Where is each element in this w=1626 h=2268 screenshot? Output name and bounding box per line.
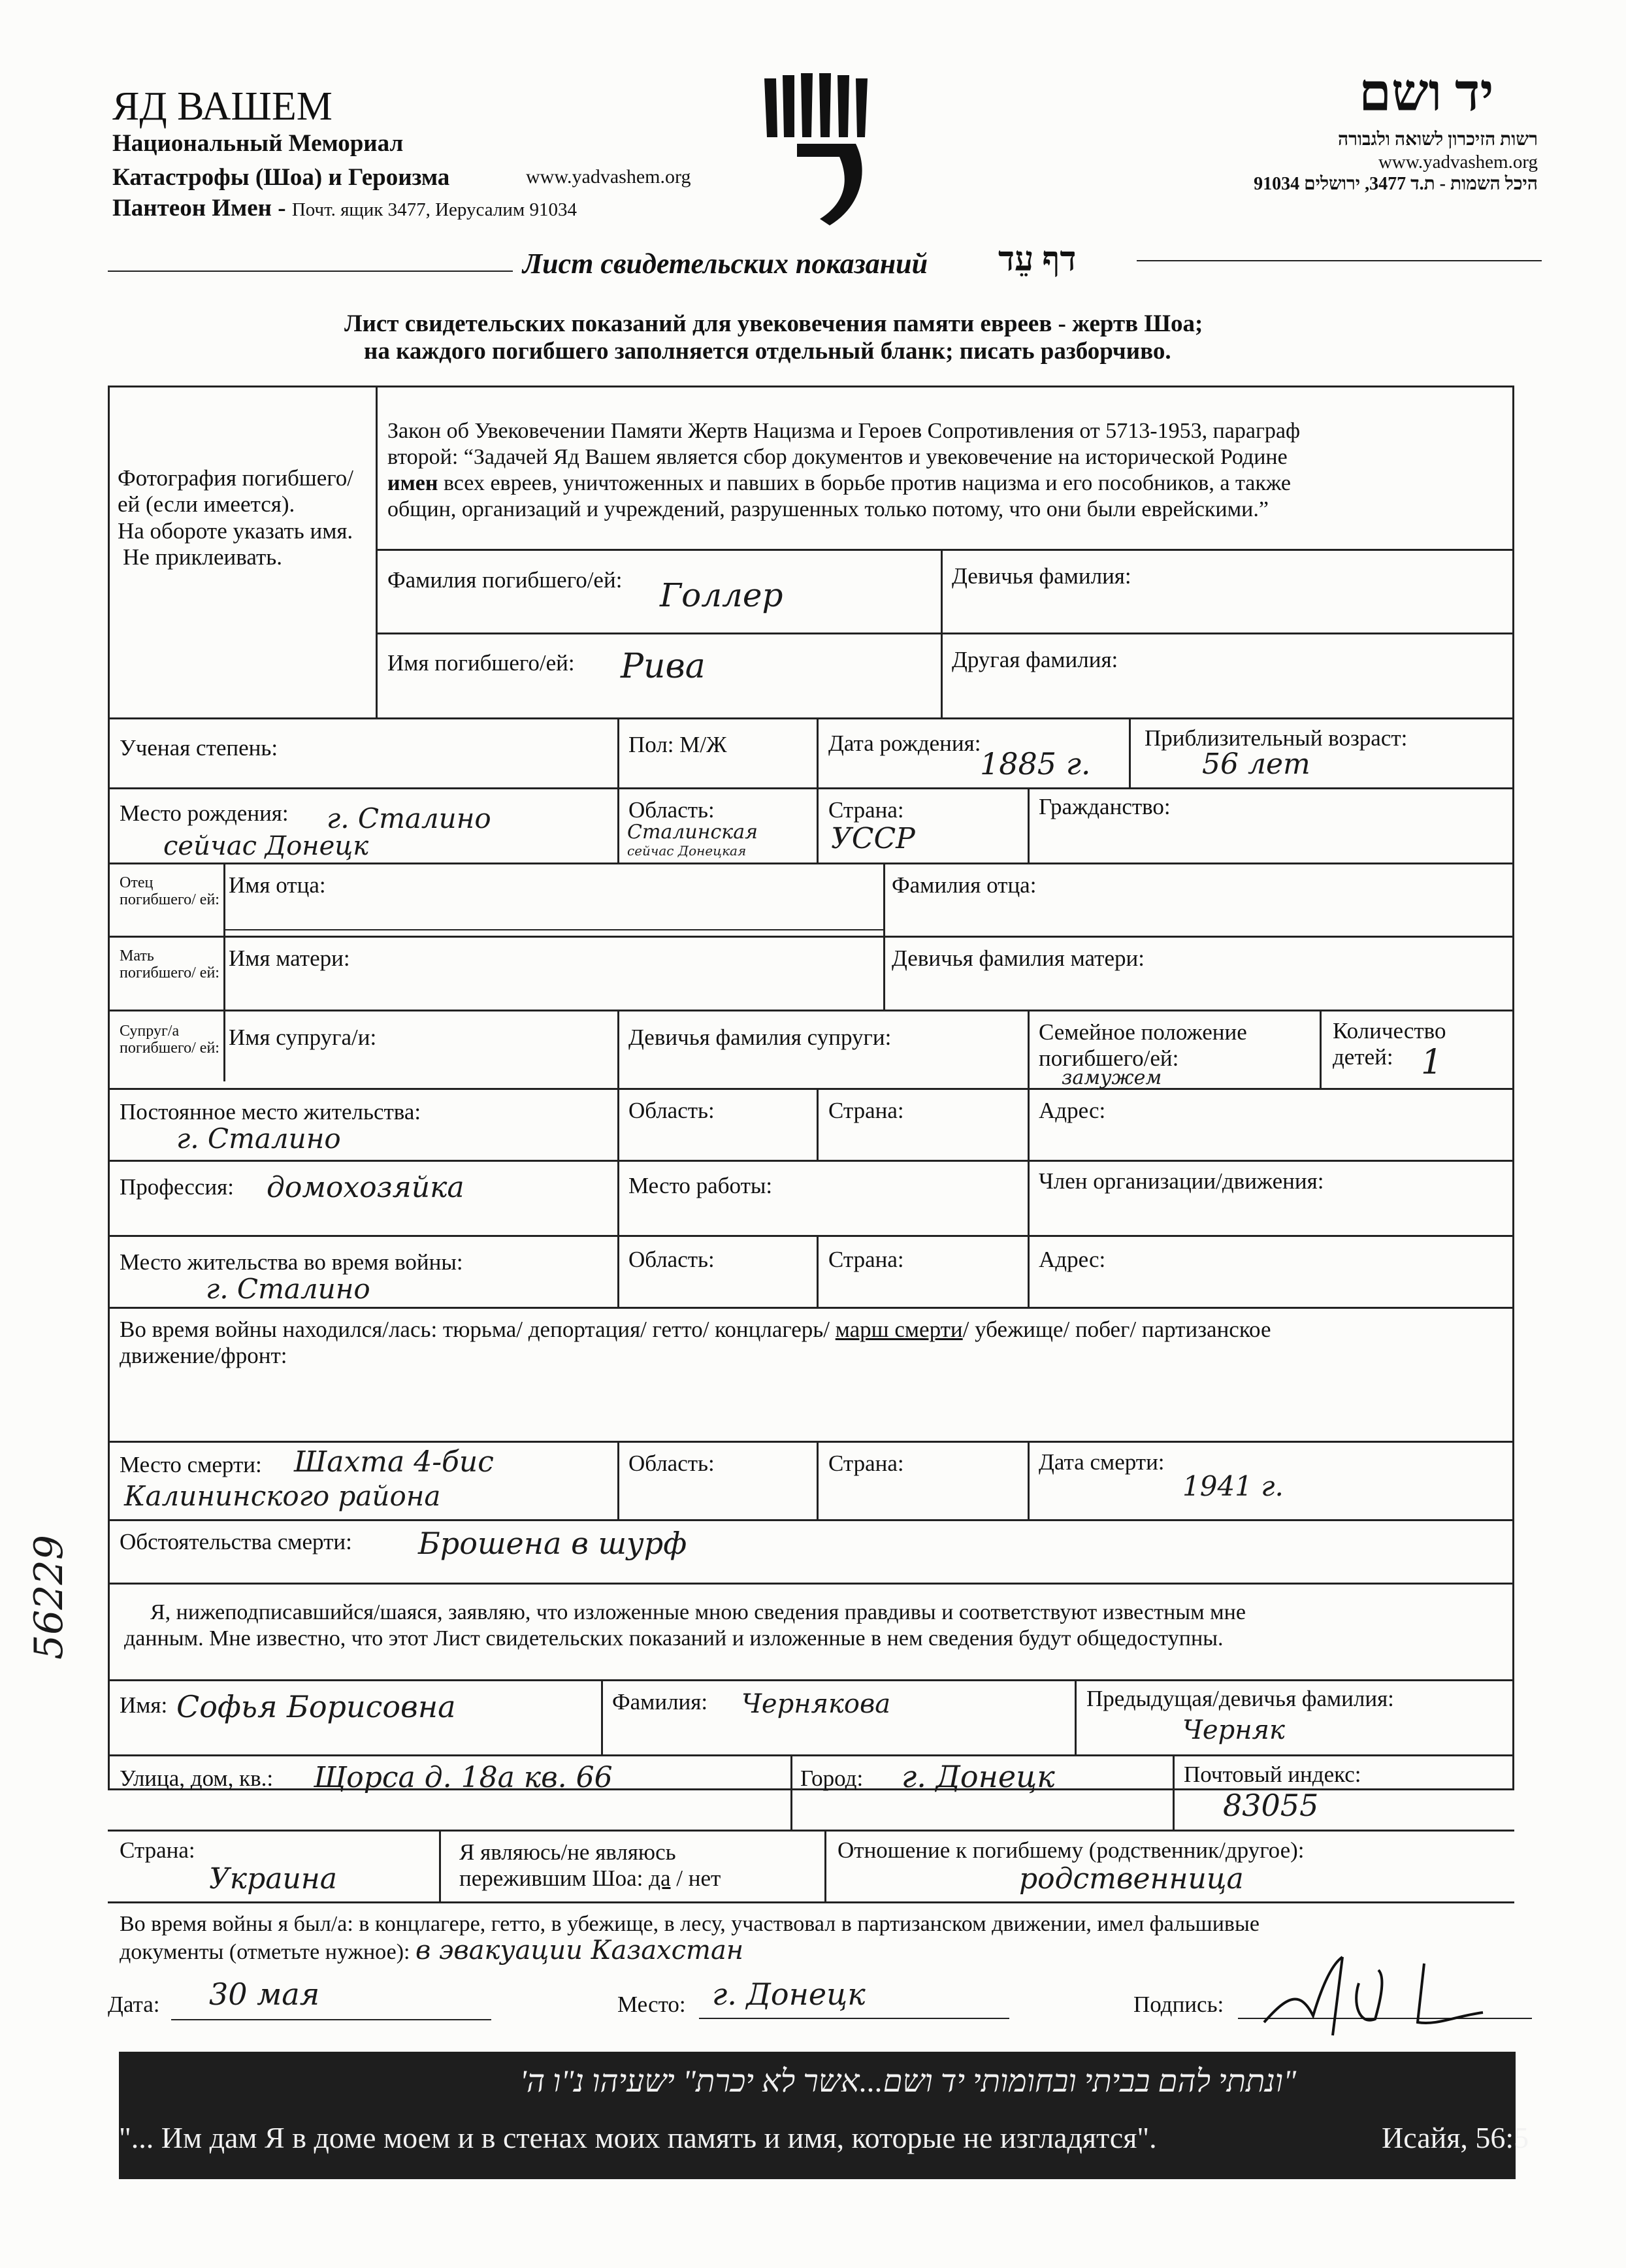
victim-first-name-label: Имя погибшего/ей: xyxy=(387,650,575,676)
photo-text-1: Фотография погибшего/ей (если имеется). xyxy=(118,465,353,518)
footer-ref: Исайя, 56:5 xyxy=(1382,2121,1529,2154)
marital-value[interactable]: замужем xyxy=(1062,1066,1162,1089)
logo-flame-4 xyxy=(819,73,831,137)
law-line-3-rest: всех евреев, уничтоженных и павших в борьбе против нацизма и его пособников, а также xyxy=(438,471,1291,495)
zip-value[interactable]: 83055 xyxy=(1223,1788,1319,1823)
logo-flame-2 xyxy=(783,75,794,137)
workplace-label: Место работы: xyxy=(628,1173,773,1198)
submitter-name[interactable]: Софья Борисовна xyxy=(176,1689,456,1724)
logo-flame-3 xyxy=(801,73,813,137)
victim-other-surname-label: Другая фамилия: xyxy=(952,647,1118,672)
children-label: Количество детей: xyxy=(1333,1018,1446,1070)
war-status-post: / убежище/ побег/ партизанское xyxy=(962,1317,1271,1342)
place-label: Место: xyxy=(617,1992,686,2017)
death-place-label: Место смерти: xyxy=(120,1452,262,1477)
spouse-tag: Супруг/а погибшего/ ей: xyxy=(120,1023,220,1057)
logo-flame-6 xyxy=(856,78,868,137)
residence-value[interactable]: г. Сталино xyxy=(176,1123,341,1155)
place-value[interactable]: г. Донецк xyxy=(712,1977,866,2012)
law-line-3 xyxy=(387,470,1504,497)
survivor-yes[interactable]: да xyxy=(649,1865,671,1892)
logo-lamed xyxy=(797,144,862,225)
death-place-value-2[interactable]: Калининского района xyxy=(124,1480,441,1512)
declaration xyxy=(124,1600,1509,1652)
father-name-label: Имя отца: xyxy=(229,872,326,898)
law-line-1: Закон об Увековечении Памяти Жертв Нацизма и Героев Сопротивления от 5713-1953, параграф xyxy=(387,419,1301,443)
age-label: Приблизительный возраст: xyxy=(1145,725,1408,751)
birth-region-value-1[interactable]: Сталинская xyxy=(627,821,758,844)
profession-label: Профессия: xyxy=(120,1174,234,1200)
victim-first-name[interactable]: Рива xyxy=(621,647,706,686)
submitter-surname[interactable]: Чернякова xyxy=(741,1689,891,1719)
war-country-label: Страна: xyxy=(828,1247,904,1272)
org-line-2: Катастрофы (Шоа) и Героизма xyxy=(112,164,450,191)
signature-mark[interactable] xyxy=(1261,1944,1503,2042)
survivor-line-2-text: пережившим Шоа: xyxy=(459,1865,643,1892)
submitter-war-line-2-text: документы (отметьте нужное): xyxy=(120,1940,410,1964)
war-residence-label: Место жительства во время войны: xyxy=(120,1249,463,1275)
war-region-label: Область: xyxy=(628,1247,715,1272)
residence-label: Постоянное место жительства: xyxy=(120,1099,421,1125)
birth-country-value[interactable]: УССР xyxy=(831,822,915,855)
sex-label[interactable]: Пол: М/Ж xyxy=(628,732,727,757)
relation-value[interactable]: родственница xyxy=(1019,1862,1244,1896)
intro-line-2: на каждого погибшего заполняется отдельный бланк; писать разборчиво. xyxy=(364,338,1171,365)
war-status-pre: Во время войны находился/лась: тюрьма/ депортация/ гетто/ концлагерь/ xyxy=(120,1317,836,1342)
relation-label: Отношение к погибшему (родственник/другое): xyxy=(837,1837,1305,1863)
marital-label: Семейное положение погибшего/ей: xyxy=(1039,1019,1247,1072)
dob-label: Дата рождения: xyxy=(828,731,981,756)
law-line-4: общин, организаций и учреждений, разрушенных только потому, что они были еврейскими.” xyxy=(387,497,1269,521)
org-line-3 xyxy=(112,194,577,222)
signature-stroke-2 xyxy=(1333,1957,1342,2035)
form-title-ru: Лист свидетельских показаний xyxy=(523,248,928,280)
father-tag: Отец погибшего/ ей: xyxy=(120,874,220,909)
date-label: Дата: xyxy=(108,1992,160,2017)
submitter-country-label: Страна: xyxy=(120,1837,195,1863)
website-link[interactable]: www.yadvashem.org xyxy=(526,166,691,188)
war-status-line2: движение/фронт: xyxy=(120,1343,287,1369)
declaration-line-2: данным. Мне известно, что этот Лист свидетельских показаний и изложенные в нем сведения будут общедоступны. xyxy=(124,1626,1224,1651)
he-website[interactable]: www.yadvashem.org xyxy=(1378,152,1538,173)
submitter-name-label: Имя: xyxy=(120,1692,168,1718)
birthplace-label: Место рождения: xyxy=(120,800,289,826)
dob-value[interactable]: 1885 г. xyxy=(980,746,1091,781)
org-line-1: Национальный Мемориал xyxy=(112,130,404,157)
death-region-label: Область: xyxy=(628,1451,715,1476)
law-text xyxy=(387,418,1504,523)
city-label: Город: xyxy=(800,1766,864,1791)
photo-box-text xyxy=(118,465,366,570)
birth-region-value-2[interactable]: сейчас Донецкая xyxy=(627,843,747,859)
postal-address: Почт. ящик 3477, Иерусалим 91034 xyxy=(291,199,577,220)
birthplace-value-2[interactable]: сейчас Донецк xyxy=(163,831,369,861)
photo-text-3: Не приклеивать. xyxy=(123,544,282,570)
death-country-label: Страна: xyxy=(828,1451,904,1476)
yad-vashem-logo xyxy=(758,65,882,229)
war-address-label: Адрес: xyxy=(1039,1247,1106,1272)
date-value[interactable]: 30 мая xyxy=(209,1977,320,2012)
circumstances-value[interactable]: Брошена в шурф xyxy=(418,1526,687,1561)
survivor-question xyxy=(459,1839,721,1892)
footer-russian: "... Им дам Я в доме моем и в стенах моих память и имя, которые не изгладятся". xyxy=(119,2121,1157,2154)
res-address-label: Адрес: xyxy=(1039,1098,1106,1123)
footer-hebrew: "ונתתי להם בביתי ובחומותי יד ושם...אשר לא יכרת" ישעיהו נ"ו ה' xyxy=(519,2064,1297,2099)
law-line-2: второй: “Задачей Яд Вашем является сбор документов и увековечение на исторической Родине xyxy=(387,445,1288,469)
signature-stroke-4 xyxy=(1418,1964,1483,2023)
war-residence-value[interactable]: г. Сталино xyxy=(206,1273,370,1305)
submitter-surname-label: Фамилия: xyxy=(612,1689,708,1715)
birthplace-value-1[interactable]: г. Сталино xyxy=(327,802,491,834)
circumstances-label: Обстоятельства смерти: xyxy=(120,1529,352,1554)
citizenship-label: Гражданство: xyxy=(1039,794,1171,819)
res-country-label: Страна: xyxy=(828,1098,904,1123)
street-value[interactable]: Щорса д. 18а кв. 66 xyxy=(314,1761,613,1794)
father-surname-label: Фамилия отца: xyxy=(892,872,1037,898)
title-rule-right xyxy=(1137,260,1542,261)
victim-surname[interactable]: Голлер xyxy=(660,576,783,614)
margin-number: 56229 xyxy=(26,1535,72,1660)
submitter-country[interactable]: Украина xyxy=(209,1862,338,1896)
death-date-label: Дата смерти: xyxy=(1039,1449,1165,1475)
victim-surname-label: Фамилия погибшего/ей: xyxy=(387,567,623,593)
submitter-war-value[interactable]: в эвакуации Казахстан xyxy=(415,1935,744,1965)
declaration-line-1: Я, нижеподписавшийся/шаяся, заявляю, что изложенные мною сведения правдивы и соответствуют известным мне xyxy=(150,1600,1246,1624)
logo-flame-5 xyxy=(837,75,849,137)
city-value[interactable]: г. Донецк xyxy=(902,1759,1055,1794)
birth-region-label: Область: xyxy=(628,797,715,823)
victim-maiden-label: Девичья фамилия: xyxy=(952,563,1131,589)
war-status-marked[interactable]: марш смерти xyxy=(835,1317,963,1342)
res-region-label: Область: xyxy=(628,1098,715,1123)
children-value[interactable]: 1 xyxy=(1421,1043,1443,1082)
survivor-line-1: Я являюсь/не являюсь xyxy=(459,1839,676,1865)
form-title-he: דף עֵד xyxy=(998,241,1077,278)
birth-country-label: Страна: xyxy=(828,797,904,823)
org-title-he: יד ושם xyxy=(1359,65,1494,122)
pantheon-label: Пантеон Имен - xyxy=(112,195,286,222)
signature-stroke-1 xyxy=(1264,1957,1342,2022)
signature-label: Подпись: xyxy=(1133,1992,1224,2017)
age-value[interactable]: 56 лет xyxy=(1202,748,1310,781)
submitter-prev[interactable]: Черняк xyxy=(1182,1715,1285,1745)
street-label: Улица, дом, кв.: xyxy=(120,1766,274,1791)
survivor-line-2 xyxy=(459,1865,721,1892)
signature-stroke-3 xyxy=(1356,1970,1382,2020)
submitter-prev-label: Предыдущая/девичья фамилия: xyxy=(1086,1686,1394,1711)
death-date-value[interactable]: 1941 г. xyxy=(1182,1470,1284,1502)
logo-flame-1 xyxy=(764,78,777,137)
degree-label: Ученая степень: xyxy=(120,735,278,761)
war-status-text xyxy=(120,1317,1504,1370)
photo-text-2: На обороте указать имя. xyxy=(118,518,353,544)
zip-label: Почтовый индекс: xyxy=(1184,1762,1361,1787)
title-rule-left xyxy=(108,271,513,272)
survivor-no[interactable]: / нет xyxy=(676,1865,721,1892)
death-place-value-1[interactable]: Шахта 4-бис xyxy=(294,1445,494,1479)
profession-value[interactable]: домохозяйка xyxy=(267,1171,464,1204)
intro-line-1: Лист свидетельских показаний для увековечения памяти евреев - жертв Шоа; xyxy=(344,310,1203,337)
org-title-ru: ЯД ВАШЕМ xyxy=(112,84,333,129)
he-line-3: היכל השמות - ת.ד 3477, ירושלים 91034 xyxy=(1254,174,1538,194)
submitter-war-line-1: Во время войны я был/а: в концлагере, гетто, в убежище, в лесу, участвовал в партизанском движении, имел фальшивые xyxy=(120,1912,1260,1936)
membership-label: Член организации/движения: xyxy=(1039,1168,1324,1194)
mother-tag: Мать погибшего/ ей: xyxy=(120,947,220,982)
mother-maiden-label: Девичья фамилия матери: xyxy=(892,945,1145,971)
mother-name-label: Имя матери: xyxy=(229,945,350,971)
spouse-maiden-label: Девичья фамилия супруги: xyxy=(628,1025,892,1050)
he-line-1: רשות הזיכרון לשואה ולגבורה xyxy=(1337,129,1538,150)
law-bold-word: имен xyxy=(387,471,438,495)
spouse-name-label: Имя супруга/и: xyxy=(229,1025,377,1050)
